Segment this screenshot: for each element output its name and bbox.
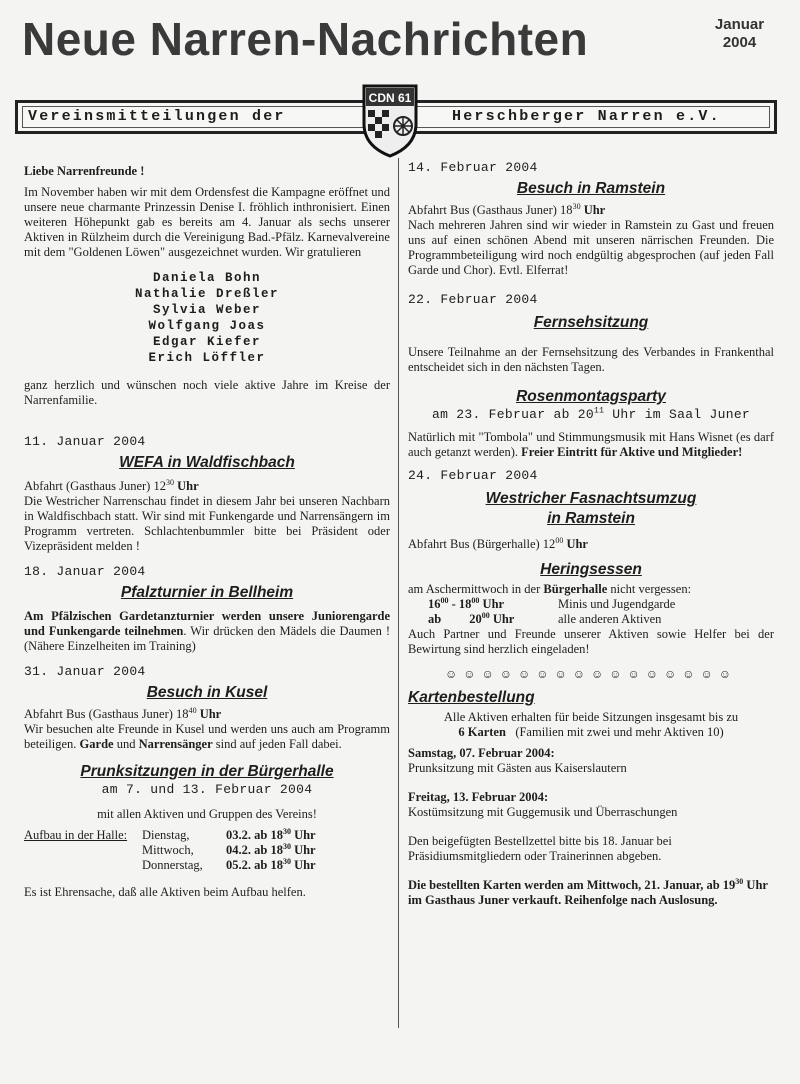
event-text: am Aschermittwoch in der Bürgerhalle nicht vergessen: (408, 582, 692, 596)
ticket-order-title: Kartenbestellung (408, 689, 535, 706)
event-title: Heringsessen (540, 561, 642, 578)
left-column (24, 160, 390, 900)
crest-text: CDN 61 (368, 91, 412, 105)
right-column (408, 160, 774, 908)
ticket-event-text: Prunksitzung mit Gästen aus Kaiserslautern (408, 761, 627, 775)
column-divider (398, 158, 399, 1028)
event-date: 22. Februar 2004 (408, 292, 538, 307)
honoree-list (24, 270, 390, 366)
newsletter-title: Neue Narren-Nachrichten (22, 13, 589, 65)
event-departure: Abfahrt (Gasthaus Juner) $12^{30}$ Uhr (24, 477, 199, 493)
event-dates: am 7. und 13. Februar 2004 (101, 782, 313, 797)
event-text: Am Pfälzischen Gardetanzturnier werden unsere Juniorengarde und Funkengarde teilnehmen. Wir drücken den Mädels die Daumen ! (Nähere Einzelheiten im Training) (24, 609, 390, 653)
setup-time: 03.2. ab $18^{30}$ Uhr (226, 826, 316, 842)
event-date: 31. Januar 2004 (24, 664, 146, 679)
honoree-name: Nathalie Dreßler (134, 287, 280, 301)
event-title: Rosenmontagsparty (516, 388, 666, 405)
ticket-event-text: Kostümsitzung mit Guggemusik und Überraschungen (408, 805, 678, 819)
intro-text: Im November haben wir mit dem Ordensfest die Kampagne eröffnet und unsere neue charmante Prinzessin Denise I. fröhlich inthronisiert. Einen weiteren Höhepunkt gab es bereits am 4. Januar als sechs unserer Aktiven in Rülzheim durch die Vereinigung Bad.-Pfälz. Karnevalvereine mit dem "Goldenen Löwen" ausgezeichnet wurden. Wir gratulieren (24, 185, 390, 259)
event-text: Auch Partner und Freunde unserer Aktiven sowie Helfer bei der Bewirtung sind herzlich eingeladen! (408, 627, 774, 656)
event-departure: Abfahrt Bus (Gasthaus Juner) $18^{40}$ Uhr (24, 705, 222, 721)
event-date: 24. Februar 2004 (408, 468, 538, 483)
event-text: Wir besuchen alte Freunde in Kusel und werden uns auch am Programm beteiligen. Garde und Narrensänger sind auf jeden Fall dabei. (24, 722, 390, 751)
honoree-name: Edgar Kiefer (152, 335, 261, 349)
event-departure: Abfahrt Bus (Bürgerhalle) $12^{00}$ Uhr (408, 535, 588, 551)
event-title: WEFA in Waldfischbach (119, 454, 295, 471)
ticket-event-date: Samstag, 07. Februar 2004: (408, 746, 555, 760)
event-text: Nach mehreren Jahren sind wir wieder in Ramstein zu Gast und freuen uns auf einen schönen Abend mit unseren närrischen Freunden. Die Programmbeteiligung wird noch endgültig abgesprochen (auf jeden Fall Garde und Chor). Evtl. Elferrat! (408, 218, 774, 277)
congrats-text: ganz herzlich und wünschen noch viele aktive Jahre im Kreise der Narrenfamilie. (24, 378, 390, 407)
event-text: Natürlich mit "Tombola" und Stimmungsmusik mit Hans Wisnet (es darf auch getanzt werden). Freier Eintritt für Aktive und Mitglieder! (408, 430, 774, 459)
honoree-name: Daniela Bohn (152, 271, 261, 285)
smiley-row: ☺☺☺☺☺☺☺☺☺☺☺☺☺☺☺☺ (444, 667, 738, 681)
event-title: Fernsehsitzung (533, 314, 649, 331)
setup-schedule: Aufbau in der Halle: Dienstag, 03.2. ab $18^{30}$ Uhr Mittwoch, 04.2. ab $18^{30}$ Uhr Donnerstag, 05.2. ab $18^{30}$ Uhr (24, 826, 316, 872)
setup-time: 04.2. ab $18^{30}$ Uhr (226, 841, 316, 857)
honoree-name: Erich Löffler (148, 351, 266, 365)
issue-date (702, 16, 777, 52)
event-title: Prunksitzungen in der Bürgerhalle (80, 763, 334, 780)
greeting: Liebe Narrenfreunde ! (24, 164, 145, 178)
ticket-event-date: Freitag, 13. Februar 2004: (408, 790, 549, 804)
club-crest-icon (360, 80, 420, 158)
banner-right-text: Herschberger Narren e.V. (452, 108, 721, 125)
ticket-intro: Alle Aktiven erhalten für beide Sitzungen insgesamt bis zu (443, 710, 739, 724)
event-title: Pfalzturnier in Bellheim (120, 584, 294, 601)
event-title-line2: in Ramstein (547, 510, 635, 527)
honoree-name: Wolfgang Joas (148, 319, 266, 333)
event-subtitle: mit allen Aktiven und Gruppen des Vereins! (97, 807, 317, 821)
event-date: 11. Januar 2004 (24, 434, 146, 449)
banner-left-text: Vereinsmitteilungen der (28, 108, 286, 125)
herring-schedule: $16^{00} - 18^{00}$ Uhr Minis und Jugendgarde ab $20^{00}$ Uhr alle anderen Aktiven (428, 595, 676, 626)
ticket-final: Die bestellten Karten werden am Mittwoch, 21. Januar, ab $19^{30}$ Uhr im Gasthaus Juner verkauft. Reihenfolge nach Auslosung. (408, 876, 768, 907)
issue-month: Januar (714, 16, 765, 33)
ticket-note: Den beigefügten Bestellzettel bitte bis 18. Januar bei Präsidiumsmitgliedern oder Trainerinnen abgeben. (408, 834, 672, 863)
issue-year: 2004 (722, 34, 757, 51)
event-text: Unsere Teilnahme an der Fernsehsitzung des Verbandes in Frankenthal entscheidet sich in den nächsten Tagen. (408, 345, 774, 374)
event-title: Besuch in Kusel (146, 684, 268, 701)
event-text: Die Westricher Narrenschau findet in diesem Jahr bei unseren Nachbarn in Waldfischbach statt. Wir sind mit Funkengarde und Narrensängern im Programm vertreten. Schlachtenbummler bitte bei Präsident oder Vizepräsident melden ! (24, 494, 390, 553)
event-date: 14. Februar 2004 (408, 160, 538, 175)
event-title: Besuch in Ramstein (516, 180, 666, 197)
setup-footer: Es ist Ehrensache, daß alle Aktiven beim Aufbau helfen. (24, 885, 306, 899)
ticket-count: 6 Karten (Familien mit zwei und mehr Aktiven 10) (458, 725, 724, 739)
event-dates: am 23. Februar ab $20^{11}$ Uhr im Saal Juner (431, 406, 751, 422)
event-departure: Abfahrt Bus (Gasthaus Juner) $18^{30}$ Uhr (408, 201, 606, 217)
event-title: Westricher Fasnachtsumzug (485, 490, 697, 507)
setup-label: Aufbau in der Halle: (24, 828, 128, 842)
event-date: 18. Januar 2004 (24, 564, 146, 579)
honoree-name: Sylvia Weber (152, 303, 261, 317)
setup-time: 05.2. ab $18^{30}$ Uhr (226, 856, 316, 872)
